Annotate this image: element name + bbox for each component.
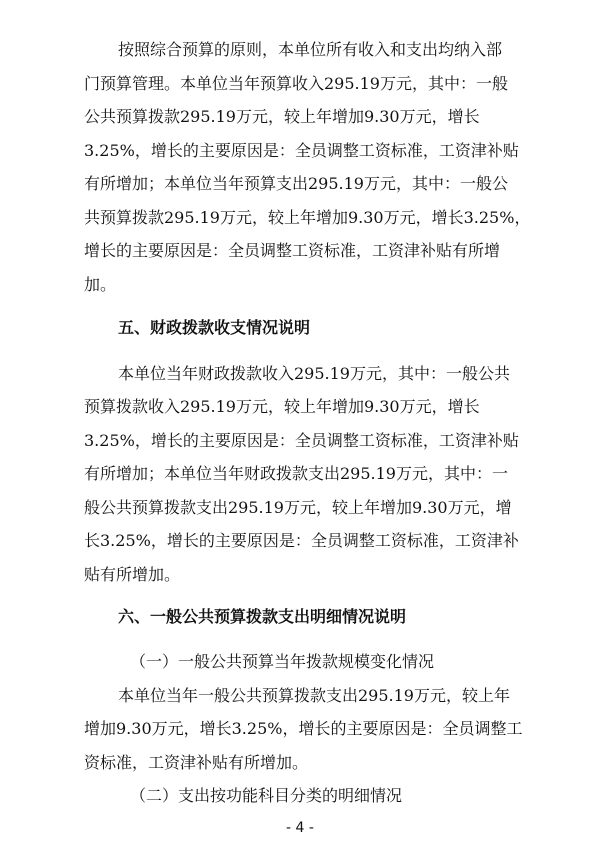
text-line: 本单位当年财政拨款收入295.19万元，其中：一般公共: [118, 364, 510, 383]
text-line: 贴有所增加。: [84, 565, 181, 584]
text-line: 增长的主要原因是：全员调整工资标准，工资津补贴有所增: [84, 241, 501, 260]
text-line: 有所增加；本单位当年预算支出295.19万元，其中：一般公: [84, 174, 508, 193]
subsection-heading: （一）一般公共预算当年拨款规模变化情况: [130, 652, 435, 671]
text-line: 资标准，工资津补贴有所增加。: [84, 753, 309, 772]
text-line: 共预算拨款295.19万元，较上年增加9.30万元，增长3.25%，: [84, 208, 531, 227]
section-heading: 六、一般公共预算拨款支出明细情况说明: [118, 607, 407, 626]
text-line: 般公共预算拨款支出295.19万元，较上年增加9.30万元，增: [84, 498, 512, 517]
text-line: 预算拨款收入295.19万元，较上年增加9.30万元，增长: [84, 397, 480, 416]
section-heading: 五、财政拨款收支情况说明: [118, 318, 311, 337]
text-line: 公共预算拨款295.19万元，较上年增加9.30万元，增长: [84, 107, 480, 126]
text-line: 3.25%，增长的主要原因是：全员调整工资标准，工资津补贴: [84, 141, 519, 160]
page-number: - 4 -: [286, 820, 314, 836]
text-line: 3.25%，增长的主要原因是：全员调整工资标准，工资津补贴: [84, 431, 519, 450]
subsection-heading: （二）支出按功能科目分类的明细情况: [130, 786, 403, 805]
text-line: 本单位当年一般公共预算拨款支出295.19万元，较上年: [118, 686, 510, 705]
text-line: 长3.25%，增长的主要原因是：全员调整工资标准，工资津补: [84, 531, 519, 550]
text-line: 增加9.30万元，增长3.25%，增长的主要原因是：全员调整工: [84, 719, 523, 738]
text-line: 门预算管理。本单位当年预算收入295.19万元，其中：一般: [84, 74, 508, 93]
text-line: 加。: [84, 275, 117, 294]
text-line: 有所增加；本单位当年财政拨款支出295.19万元，其中：一: [84, 464, 508, 483]
text-line: 按照综合预算的原则，本单位所有收入和支出均纳入部: [118, 40, 503, 59]
